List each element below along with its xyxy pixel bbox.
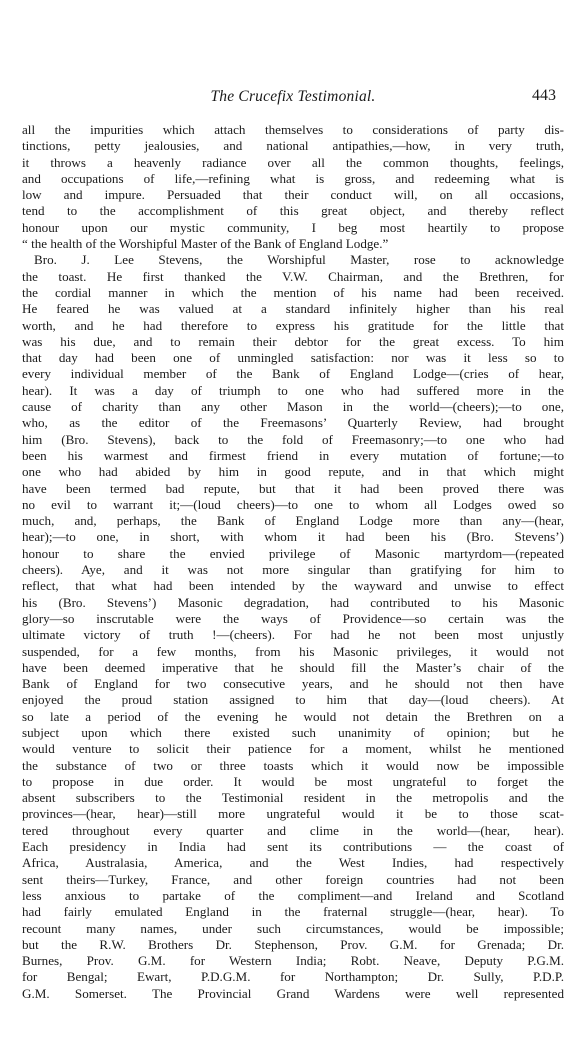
text-line: sent theirs—Turkey, France, and other foreign countries had not been	[22, 871, 564, 887]
text-line: have been termed bad repute, but that it had been proved there was	[22, 480, 564, 496]
text-line: one who had abided by him in good repute, and in that which might	[22, 464, 564, 480]
text-line: ultimate victory of truth !—(cheers). For had he not been most unjustly	[22, 627, 564, 643]
text-line: reflect, that what had been intended by the wayward and unwise to effect	[22, 578, 564, 594]
text-line: G.M. Somerset. The Provincial Grand Wardens were well represented	[22, 985, 564, 1001]
text-line: much, and, perhaps, the Bank of England Lodge more than any—(hear,	[22, 513, 564, 529]
text-line: no evil to warrant it;—(loud cheers)—to one to whom all Lodges owed so	[22, 496, 564, 512]
text-line: every individual member of the Bank of England Lodge—(cries of hear,	[22, 366, 564, 382]
text-line: the toast. He first thanked the V.W. Chairman, and the Brethren, for	[22, 268, 564, 284]
text-line: subject upon which there existed such unanimity of opinion; but he	[22, 724, 564, 740]
text-line: glory—so inscrutable were the ways of Providence—so certain was the	[22, 610, 564, 626]
text-line: have been deemed imperative that he should fill the Master’s chair of the	[22, 659, 564, 675]
text-line: cause of charity than any other Mason in the world—(cheers);—to one,	[22, 399, 564, 415]
text-line: Each presidency in India had sent its contributions — the coast of	[22, 839, 564, 855]
text-line: his (Bro. Stevens’) Masonic degradation, had contributed to his Masonic	[22, 594, 564, 610]
text-line: worth, and he had therefore to express his gratitude for the little that	[22, 317, 564, 333]
page-number: 443	[532, 87, 556, 104]
text-line: absent subscribers to the Testimonial resident in the metropolis and the	[22, 790, 564, 806]
text-line: cheers). Aye, and it was not more singular than gratifying for him to	[22, 562, 564, 578]
text-line: enjoyed the proud station assigned to him that day—(loud cheers). At	[22, 692, 564, 708]
text-line: for Bengal; Ewart, P.D.G.M. for Northampton; Dr. Sully, P.D.P.	[22, 969, 564, 985]
text-line: Bank of England for two consecutive years, and he should not then have	[22, 676, 564, 692]
text-line: all the impurities which attach themselves to considerations of party dis-	[22, 122, 564, 137]
text-line: but the R.W. Brothers Dr. Stephenson, Prov. G.M. for Grenada; Dr.	[22, 936, 564, 952]
text-line: He feared he was valued at a standard infinitely higher than his real	[22, 301, 564, 317]
text-line: him (Bro. Stevens), back to the fold of Freemasonry;—to one who had	[22, 431, 564, 447]
text-line: suspended, for a few months, from his Masonic privileges, it would not	[22, 643, 564, 659]
text-line: tend to the accomplishment of this great object, and thereby reflect	[22, 203, 564, 219]
body-text	[22, 122, 564, 1002]
text-line: Africa, Australasia, America, and the West Indies, had respectively	[22, 855, 564, 871]
text-line: was his due, and to remain their debtor for the great excess. To him	[22, 333, 564, 349]
text-line: Bro. J. Lee Stevens, the Worshipful Master, rose to acknowledge	[34, 252, 564, 268]
text-line: who, as the editor of the Freemasons’ Quarterly Review, had brought	[22, 415, 564, 431]
text-line: the cordial manner in which the mention of his name had been received.	[22, 284, 564, 300]
text-line: it throws a heavenly radiance over all the common thoughts, feelings,	[22, 154, 564, 170]
text-line: Burnes, Prov. G.M. for Western India; Robt. Neave, Deputy P.G.M.	[22, 953, 564, 969]
text-line: recount many names, under such circumstances, would be impossible;	[22, 920, 564, 936]
text-line: honour upon our mystic community, I beg most heartily to propose	[22, 219, 564, 235]
text-line: hear);—to one, in short, with whom it had been his (Bro. Stevens’)	[22, 529, 564, 545]
text-line: hear). It was a day of triumph to one who had suffered more in the	[22, 382, 564, 398]
text-line: and occupations of life,—refining what is gross, and redeeming what is	[22, 170, 564, 186]
text-line: tinctions, petty jealousies, and national antipathies,—how, in very truth,	[22, 138, 564, 154]
text-line: honour to share the envied privilege of Masonic martyrdom—(repeated	[22, 545, 564, 561]
text-line: tered throughout every quarter and clime in the world—(hear, hear).	[22, 822, 564, 838]
text-line: would venture to solicit their patience for a moment, whilst he mentioned	[22, 741, 564, 757]
running-title: The Crucefix Testimonial.	[210, 88, 376, 105]
text-line: to propose in due order. It would be most ungrateful to forget the	[22, 773, 564, 789]
text-line: “ the health of the Worshipful Master of the Bank of England Lodge.”	[22, 236, 389, 252]
text-line: that day had been one of unmingled satisfaction: nor was it less so to	[22, 350, 564, 366]
text-line: so late a period of the evening he would not detain the Brethren on a	[22, 708, 564, 724]
text-line: had fairly emulated England in the fraternal struggle—(hear, hear). To	[22, 904, 564, 920]
text-line: less anxious to partake of the compliment—and Ireland and Scotland	[22, 887, 564, 903]
text-line: been his warmest and firmest friend in every mutation of fortune;—to	[22, 447, 564, 463]
text-line: the substance of two or three toasts which it would now be impossible	[22, 757, 564, 773]
running-header	[22, 88, 564, 108]
text-line: low and impure. Persuaded that their conduct will, on all occasions,	[22, 187, 564, 203]
text-line: provinces—(hear, hear)—still more ungrateful would it be to those scat-	[22, 806, 564, 822]
